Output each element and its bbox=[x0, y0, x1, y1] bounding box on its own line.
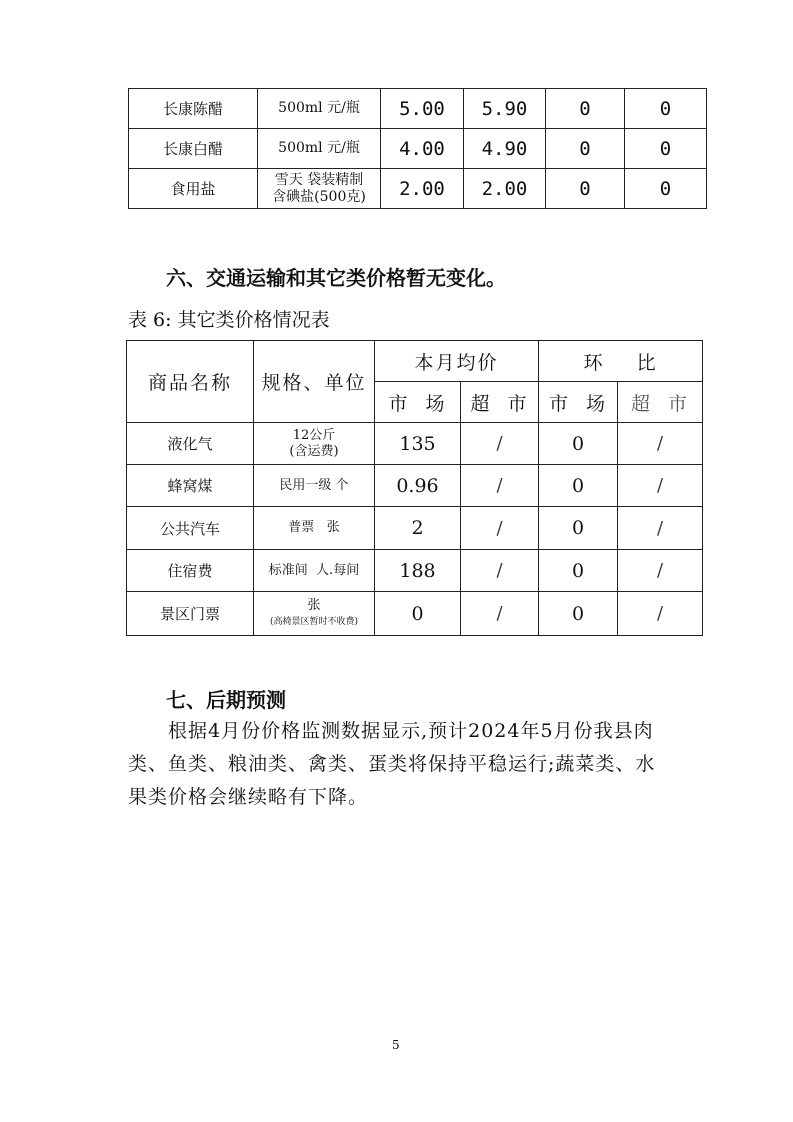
ratio-supermarket: / bbox=[618, 592, 703, 636]
header-ratio: 环 比 bbox=[539, 341, 703, 382]
spec-line: 张 bbox=[307, 597, 321, 613]
table-row bbox=[127, 592, 703, 636]
price-cell: 4.90 bbox=[464, 129, 546, 169]
seasoning-price-table bbox=[128, 88, 707, 209]
spec-note: (高椅景区暂时不收费) bbox=[269, 616, 359, 627]
header-market: 市 场 bbox=[375, 382, 461, 423]
header-spec: 规格、单位 bbox=[254, 341, 375, 423]
header-avg-price: 本月均价 bbox=[375, 341, 539, 382]
product-name: 长康白醋 bbox=[129, 129, 258, 169]
table-row bbox=[129, 89, 707, 129]
ratio-market: 0 bbox=[539, 592, 618, 636]
change-cell: 0 bbox=[625, 129, 707, 169]
product-spec: 标准间 人.每间 bbox=[254, 550, 375, 592]
product-spec: 500ml 元/瓶 bbox=[258, 89, 381, 129]
table-header-row bbox=[127, 341, 703, 382]
product-name: 液化气 bbox=[127, 423, 254, 465]
product-name: 住宿费 bbox=[127, 550, 254, 592]
price-cell: 2.00 bbox=[381, 169, 464, 209]
change-cell: 0 bbox=[625, 169, 707, 209]
supermarket-price: / bbox=[461, 550, 539, 592]
ratio-supermarket: / bbox=[618, 465, 703, 507]
ratio-market: 0 bbox=[539, 423, 618, 465]
supermarket-price: / bbox=[461, 423, 539, 465]
market-price: 188 bbox=[375, 550, 461, 592]
product-name: 公共汽车 bbox=[127, 507, 254, 550]
price-cell: 5.90 bbox=[464, 89, 546, 129]
price-cell: 4.00 bbox=[381, 129, 464, 169]
change-cell: 0 bbox=[546, 89, 625, 129]
forecast-paragraph: 根据4月份价格监测数据显示,预计2024年5月份我县肉类、鱼类、粮油类、禽类、蛋类将保持平稳运行;蔬菜类、水果类价格会继续略有下降。 bbox=[128, 720, 656, 808]
supermarket-price: / bbox=[461, 592, 539, 636]
table-row bbox=[127, 465, 703, 507]
table-row bbox=[129, 129, 707, 169]
ratio-market: 0 bbox=[539, 465, 618, 507]
table-row bbox=[127, 423, 703, 465]
product-name: 蜂窝煤 bbox=[127, 465, 254, 507]
table-row bbox=[127, 507, 703, 550]
market-price: 135 bbox=[375, 423, 461, 465]
supermarket-price: / bbox=[461, 465, 539, 507]
ratio-supermarket: / bbox=[618, 423, 703, 465]
spec-line: (含运费) bbox=[289, 443, 339, 459]
product-spec: 普票 张 bbox=[254, 507, 375, 550]
product-spec bbox=[258, 169, 381, 209]
product-spec: 民用一级 个 bbox=[254, 465, 375, 507]
ratio-market: 0 bbox=[539, 507, 618, 550]
table-caption: 表 6: 其它类价格情况表 bbox=[128, 309, 330, 331]
page-number: 5 bbox=[392, 1038, 400, 1052]
price-cell: 2.00 bbox=[464, 169, 546, 209]
ratio-supermarket: / bbox=[618, 550, 703, 592]
product-name: 长康陈醋 bbox=[129, 89, 258, 129]
market-price: 0 bbox=[375, 592, 461, 636]
ratio-market: 0 bbox=[539, 550, 618, 592]
market-price: 0.96 bbox=[375, 465, 461, 507]
product-name: 食用盐 bbox=[129, 169, 258, 209]
header-supermarket: 超 市 bbox=[618, 382, 703, 423]
header-name: 商品名称 bbox=[127, 341, 254, 423]
product-spec bbox=[254, 423, 375, 465]
market-price: 2 bbox=[375, 507, 461, 550]
change-cell: 0 bbox=[625, 89, 707, 129]
price-cell: 5.00 bbox=[381, 89, 464, 129]
spec-line: 含碘盐(500克) bbox=[272, 188, 366, 205]
spec-line: 12公斤 bbox=[292, 427, 336, 443]
section-heading-7: 七、后期预测 bbox=[166, 688, 286, 712]
product-spec bbox=[254, 592, 375, 636]
table-row bbox=[129, 169, 707, 209]
header-supermarket: 超 市 bbox=[461, 382, 539, 423]
product-name: 景区门票 bbox=[127, 592, 254, 636]
ratio-supermarket: / bbox=[618, 507, 703, 550]
table-row bbox=[127, 550, 703, 592]
change-cell: 0 bbox=[546, 169, 625, 209]
spec-line: 雪天 袋装精制 bbox=[274, 171, 364, 188]
change-cell: 0 bbox=[546, 129, 625, 169]
header-market: 市 场 bbox=[539, 382, 618, 423]
other-price-table bbox=[126, 340, 703, 636]
supermarket-price: / bbox=[461, 507, 539, 550]
product-spec: 500ml 元/瓶 bbox=[258, 129, 381, 169]
section-heading-6: 六、交通运输和其它类价格暂无变化。 bbox=[166, 266, 506, 290]
